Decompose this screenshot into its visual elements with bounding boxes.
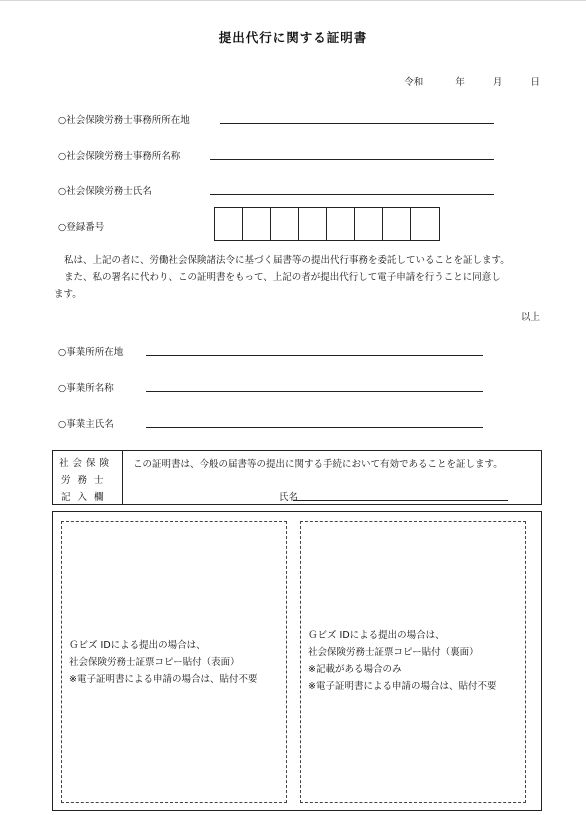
date-month: 月 xyxy=(492,77,503,88)
paste-front-text xyxy=(69,637,257,688)
certificate-paste-area xyxy=(52,511,542,811)
registration-digit-cell[interactable] xyxy=(327,208,355,240)
consent-line-1: 私は、上記の者に、労働社会保険諸法令に基づく届書等の提出代行事務を委託していることを証します。 xyxy=(64,255,510,266)
paste-back-line-3: ※記載がある場合のみ xyxy=(308,664,402,675)
office-name-field[interactable] xyxy=(210,159,494,160)
paste-front-line-3: ※電子証明書による申請の場合は、貼付不要 xyxy=(69,674,258,685)
employer-name-label: ○事業所名称 xyxy=(58,383,114,394)
registration-digit-cell[interactable] xyxy=(243,208,271,240)
office-address-label: ○社会保険労務士事務所所在地 xyxy=(58,115,190,126)
certify-name-field[interactable] xyxy=(293,500,508,501)
office-address-field[interactable] xyxy=(220,123,494,124)
registration-digit-cell[interactable] xyxy=(215,208,243,240)
paste-front-line-2: 社会保険労務士証票コピー貼付（表面） xyxy=(69,657,240,668)
date-line xyxy=(404,74,540,88)
paste-back-line-2: 社会保険労務士証票コピー貼付（裏面） xyxy=(308,647,479,658)
certify-side-line-1: 社会保険 xyxy=(59,458,114,469)
paste-back-text xyxy=(308,627,496,695)
registration-digit-cell[interactable] xyxy=(411,208,439,240)
registration-digit-cell[interactable] xyxy=(271,208,299,240)
employer-owner-label: ○事業主氏名 xyxy=(58,419,114,430)
sharoushi-certify-box xyxy=(52,450,542,505)
registration-digit-cell[interactable] xyxy=(383,208,411,240)
certify-side-line-3: 記入欄 xyxy=(61,492,111,503)
employer-owner-field[interactable] xyxy=(146,427,483,428)
paste-back-line-1: Ｇビズ IDによる提出の場合は、 xyxy=(308,630,445,641)
consent-line-2: また、私の署名に代わり、この証明書をもって、上記の者が提出代行して電子申請を行うことに同意し xyxy=(64,272,501,283)
office-name-label: ○社会保険労務士事務所名称 xyxy=(58,151,181,162)
employer-address-field[interactable] xyxy=(146,355,483,356)
employer-address-label: ○事業所所在地 xyxy=(58,347,124,358)
registration-digit-cell[interactable] xyxy=(299,208,327,240)
paste-front-line-1: Ｇビズ IDによる提出の場合は、 xyxy=(69,640,206,651)
certify-side-line-2: 労務士 xyxy=(61,475,111,486)
consent-paragraph xyxy=(54,252,546,303)
date-year: 年 xyxy=(455,77,465,88)
consent-line-3: ます。 xyxy=(54,289,82,300)
office-person-label: ○社会保険労務士氏名 xyxy=(58,186,152,197)
registration-number-label: ○登録番号 xyxy=(58,222,105,233)
registration-digit-cell[interactable] xyxy=(355,208,383,240)
date-era: 令和 xyxy=(404,77,424,88)
certify-side-label xyxy=(53,451,123,504)
date-day: 日 xyxy=(530,77,540,88)
document-title: 提出代行に関する証明書 xyxy=(218,30,368,45)
ijou-text: 以上 xyxy=(520,312,540,323)
paste-front-box xyxy=(61,521,287,803)
paste-back-box xyxy=(300,521,526,803)
registration-number-boxes xyxy=(214,207,440,241)
office-person-field[interactable] xyxy=(210,194,494,195)
certify-name-label: 氏名 xyxy=(279,492,299,503)
employer-name-field[interactable] xyxy=(146,391,483,392)
paste-back-line-4: ※電子証明書による申請の場合は、貼付不要 xyxy=(308,681,497,692)
certify-statement: この証明書は、今般の届書等の提出に関する手続において有効であることを証します。 xyxy=(133,459,503,470)
